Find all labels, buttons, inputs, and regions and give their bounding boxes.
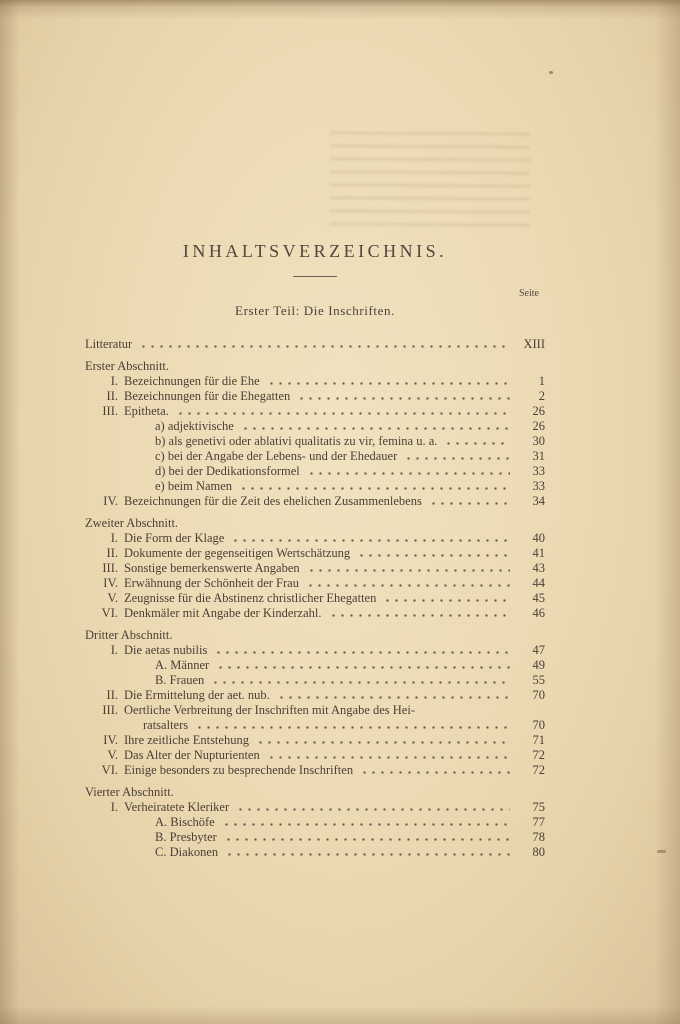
toc-entry-page: 31 [532, 449, 545, 463]
toc-entry-page: 2 [538, 389, 545, 403]
toc-entry [85, 591, 545, 606]
toc-entry-label: Die aetas nubilis [124, 643, 208, 657]
toc-entry-number: I. [110, 374, 118, 388]
toc-entry-page: 78 [532, 830, 545, 844]
toc-entry-page: 43 [532, 561, 545, 575]
toc-entry-label: Dritter Abschnitt. [85, 628, 173, 642]
toc-entry-number: IV. [103, 494, 118, 508]
toc-entry-number: IV. [103, 576, 118, 590]
toc-entry-number: V. [107, 748, 118, 762]
toc-entry-label: Denkmäler mit Angabe der Kinderzahl. [124, 606, 322, 620]
toc-entry-label: c) bei der Angabe der Lebens- und der Ehedauer [155, 449, 398, 463]
toc-entry-label: Verheiratete Kleriker [124, 800, 230, 814]
toc-entry-label: Ihre zeitliche Entstehung [124, 733, 249, 747]
toc-entry [85, 785, 545, 800]
toc-entry [85, 374, 545, 389]
toc-entry-page: 33 [532, 479, 545, 493]
toc-entry-number: II. [106, 546, 118, 560]
dot-leader [444, 434, 510, 449]
toc-entry-page: 44 [532, 576, 545, 590]
toc-entry-number: I. [110, 531, 118, 545]
toc-entry-label: Dokumente der gegenseitigen Wertschätzung [124, 546, 351, 560]
toc-entry-number: VI. [101, 606, 118, 620]
dot-leader [176, 404, 510, 419]
toc-entry-label: Epitheta. [124, 404, 169, 418]
page-title: INHALTSVERZEICHNIS. [182, 241, 448, 261]
toc-entry [85, 576, 545, 591]
toc-entry-page: XIII [523, 337, 545, 351]
toc-entry-page: 72 [532, 763, 545, 777]
dot-leader [297, 389, 510, 404]
toc-entry-number: III. [102, 703, 118, 717]
toc-entry-page: 80 [532, 845, 545, 859]
toc-entry-page: 33 [532, 464, 545, 478]
dot-leader [222, 815, 510, 830]
dot-leader [277, 688, 510, 703]
toc-entry [85, 434, 545, 449]
toc-entry-number: II. [106, 389, 118, 403]
dot-leader [225, 845, 510, 860]
dot-leader [195, 718, 510, 733]
dot-leader [307, 561, 510, 576]
dot-leader [404, 449, 510, 464]
toc-entry-page: 46 [532, 606, 545, 620]
toc-entry-number: II. [106, 688, 118, 702]
toc-entry [85, 404, 545, 419]
toc-entry-label: Vierter Abschnitt. [85, 785, 174, 799]
toc-entry [85, 464, 545, 479]
toc-entry [85, 703, 545, 718]
toc-entry-page: 72 [532, 748, 545, 762]
dot-leader [429, 494, 510, 509]
toc-entry-page: 71 [532, 733, 545, 747]
dot-leader [383, 591, 510, 606]
toc-entry [85, 531, 545, 546]
dot-leader [239, 479, 510, 494]
toc-entry-page: 75 [532, 800, 545, 814]
dot-leader [139, 337, 510, 352]
toc-entry-number: I. [110, 800, 118, 814]
toc-entry [85, 733, 545, 748]
toc-entry-label: b) als genetivi oder ablativi qualitatis zu vir, femina u. a. [155, 434, 438, 448]
title-rule [293, 276, 337, 277]
toc-entry [85, 494, 545, 509]
toc-entry-label: B. Frauen [155, 673, 205, 687]
dot-leader [306, 576, 510, 591]
dot-leader [231, 531, 510, 546]
toc-entry-label: Einige besonders zu besprechende Inschriften [124, 763, 354, 777]
toc-list [85, 337, 545, 860]
toc-entry-number: III. [102, 561, 118, 575]
table-of-contents [85, 240, 545, 860]
dot-leader [267, 748, 510, 763]
toc-entry-label: A. Männer [155, 658, 210, 672]
toc-entry-label: Die Form der Klage [124, 531, 225, 545]
toc-entry-label: B. Presbyter [155, 830, 217, 844]
dot-leader [211, 673, 510, 688]
toc-entry [85, 449, 545, 464]
toc-entry [85, 561, 545, 576]
toc-entry [85, 389, 545, 404]
toc-entry-page: 47 [532, 643, 545, 657]
toc-entry-page: 26 [532, 419, 545, 433]
dot-leader [214, 643, 510, 658]
scan-speck [657, 850, 666, 853]
dot-leader [236, 800, 510, 815]
toc-entry-label: Oertliche Verbreitung der Inschriften mit Angabe des Hei- [124, 703, 415, 717]
toc-entry [85, 479, 545, 494]
toc-entry-label: ratsalters [143, 718, 189, 732]
dot-leader [216, 658, 510, 673]
toc-entry-number: III. [102, 404, 118, 418]
toc-entry-label: A. Bischöfe [155, 815, 215, 829]
toc-entry [85, 830, 545, 845]
toc-entry-number: IV. [103, 733, 118, 747]
toc-entry-page: 77 [532, 815, 545, 829]
toc-entry [85, 845, 545, 860]
toc-entry-label: C. Diakonen [155, 845, 219, 859]
toc-entry [85, 763, 545, 778]
dot-leader [307, 464, 510, 479]
toc-entry-label: e) beim Namen [155, 479, 233, 493]
toc-entry-number: I. [110, 643, 118, 657]
toc-entry [85, 658, 545, 673]
dot-leader [224, 830, 510, 845]
bleed-through-text [330, 131, 531, 232]
toc-entry-page: 41 [532, 546, 545, 560]
toc-entry-label: Bezeichnungen für die Ehe [124, 374, 260, 388]
toc-entry-page: 40 [532, 531, 545, 545]
toc-entry-page: 45 [532, 591, 545, 605]
toc-entry-label: Die Ermittelung der aet. nub. [124, 688, 270, 702]
part-heading: Erster Teil: Die Inschriften. [235, 303, 395, 318]
toc-entry [85, 673, 545, 688]
toc-entry [85, 815, 545, 830]
toc-entry-page: 1 [538, 374, 545, 388]
toc-entry-label: Das Alter der Nupturienten [124, 748, 260, 762]
toc-entry-number: VI. [101, 763, 118, 777]
toc-entry-label: Zweiter Abschnitt. [85, 516, 179, 530]
toc-entry [85, 800, 545, 815]
toc-entry-label: Erster Abschnitt. [85, 359, 170, 373]
dot-leader [360, 763, 510, 778]
toc-entry-number: V. [107, 591, 118, 605]
toc-entry [85, 688, 545, 703]
toc-entry [85, 337, 545, 352]
toc-entry-page: 70 [532, 688, 545, 702]
toc-entry [85, 748, 545, 763]
toc-entry-page: 26 [532, 404, 545, 418]
dot-leader [267, 374, 510, 389]
toc-entry-page: 34 [532, 494, 545, 508]
toc-entry [85, 718, 545, 733]
dot-leader [241, 419, 510, 434]
toc-entry-page: 49 [532, 658, 545, 672]
toc-entry [85, 516, 545, 531]
toc-entry-label: d) bei der Dedikationsformel [155, 464, 300, 478]
dot-leader [357, 546, 510, 561]
toc-entry [85, 359, 545, 374]
toc-entry [85, 419, 545, 434]
scan-speck [549, 71, 553, 74]
page-column-label: Seite [519, 288, 539, 299]
toc-entry-label: Sonstige bemerkenswerte Angaben [124, 561, 300, 575]
toc-entry-label: Zeugnisse für die Abstinenz christlicher Ehegatten [124, 591, 377, 605]
dot-leader [329, 606, 511, 621]
toc-entry-label: Bezeichnungen für die Ehegatten [124, 389, 291, 403]
toc-entry-label: Bezeichnungen für die Zeit des ehelichen Zusammenlebens [124, 494, 422, 508]
toc-entry [85, 546, 545, 561]
toc-entry [85, 628, 545, 643]
toc-entry [85, 643, 545, 658]
toc-entry-label: a) adjektivische [155, 419, 234, 433]
toc-entry-label: Erwähnung der Schönheit der Frau [124, 576, 299, 590]
toc-entry-page: 30 [532, 434, 545, 448]
toc-entry-page: 70 [532, 718, 545, 732]
dot-leader [256, 733, 510, 748]
toc-entry-page: 55 [532, 673, 545, 687]
toc-entry [85, 606, 545, 621]
toc-entry-label: Litteratur [85, 337, 133, 351]
